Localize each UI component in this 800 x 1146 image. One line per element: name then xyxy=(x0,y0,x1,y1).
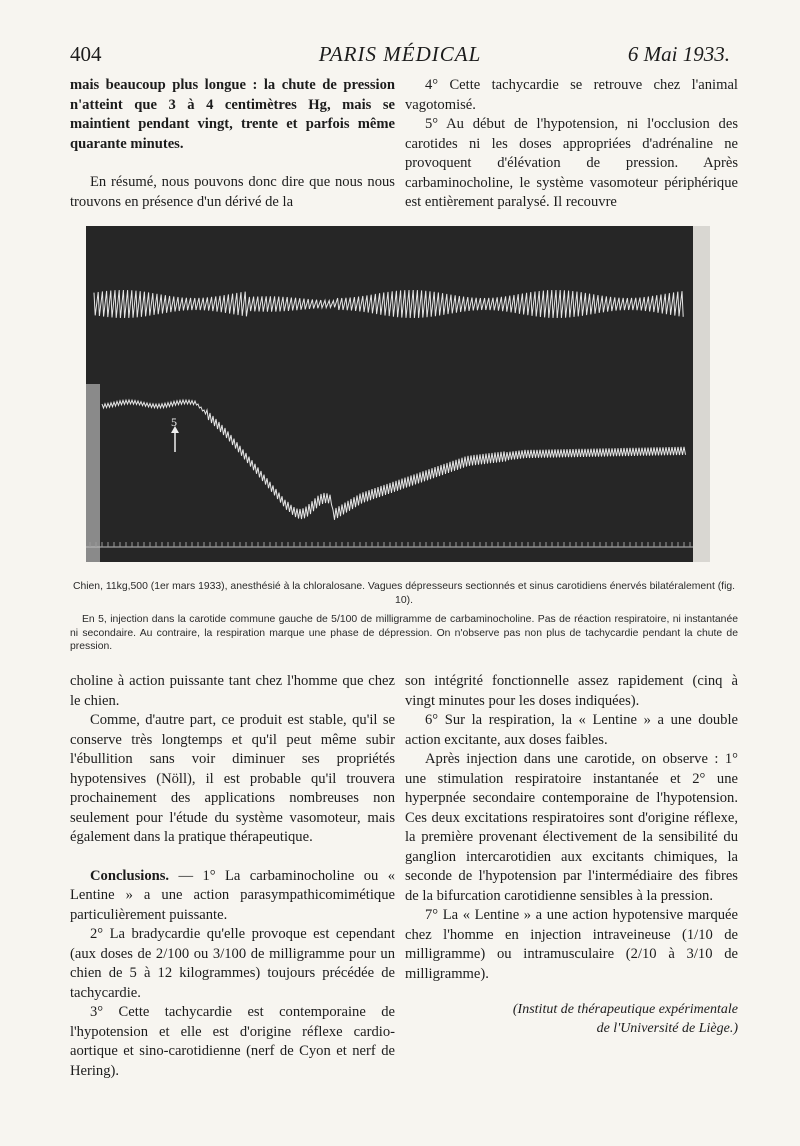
figure-caption-line2: En 5, injection dans la carotide commune gauche de 5/100 de milligramme de carbaminocholine. Pas de réaction respiratoire, ni instantanée ni secondaire. Au contraire, la respiration marque une phase de dépression. On n'observe pas non plus de tachycardie pendant la chute de pression. xyxy=(70,614,738,652)
paragraph: 3° Cette tachycardie est contemporaine de l'hypotension et elle est d'origine réflexe cardio-aortique et sino-carotidienne (nerf de Cyon et nerf de Hering). xyxy=(70,1004,395,1079)
page-number: 404 xyxy=(70,42,102,66)
paragraph: son intégrité fonctionnelle assez rapidement (cinq à vingt minutes pour les doses indiquées). xyxy=(405,673,738,709)
text-column-bottom-right xyxy=(405,672,738,984)
page-header xyxy=(70,42,730,70)
figure-caption-line1: Chien, 11kg,500 (1er mars 1933), anesthésié à la chloralosane. Vagues dépresseurs sectionnés et sinus carotidiens énervés bilatéralement (fig. 10). xyxy=(72,581,736,606)
conclusions-paragraph xyxy=(70,867,395,926)
text-column-top-left xyxy=(70,76,395,212)
calibration-strip xyxy=(86,384,100,562)
conclusions-heading: Conclusions. xyxy=(90,867,170,884)
figure-margin-strip xyxy=(693,226,710,562)
conclusions-text: — 1° La carbaminocholine ou « Lentine » a une action parasympathicomimétique particulièrement puissante. xyxy=(70,867,395,923)
paragraph: En résumé, nous pouvons donc dire que nous nous trouvons en présence d'un dérivé de la xyxy=(70,174,395,210)
paragraph: Après injection dans une carotide, on observe : 1° une stimulation respiratoire instantanée et 2° une hyperpnée secondaire contemporaine de l'hypotension. Ces deux excitations respiratoires sont d'origine réflexe, la première provenant électivement de la sensibilité du ganglion intercarotidien aux excitants chimiques, la seconde de l'hypotension par l'intermédiaire des fibres de la bifurcation carotidienne sensibles à la pression. xyxy=(405,751,738,904)
text-column-bottom-left xyxy=(70,672,395,1081)
paragraph: 6° Sur la respiration, la « Lentine » a une double action excitante, aux doses faibles. xyxy=(405,712,738,748)
paragraph: Comme, d'autre part, ce produit est stable, qu'il se conserve très longtemps et qu'il peut même subir l'ébullition sans voir diminuer ses propriétés hypotensives (Nöll), il est probable qu'il trouvera prochainement des applications nombreuses non seulement pour l'étude du système vasomoteur, mais également dans la pratique thérapeutique. xyxy=(70,712,395,845)
paragraph: choline à action puissante tant chez l'homme que chez le chien. xyxy=(70,673,395,709)
text-column-top-right xyxy=(405,76,738,213)
institution-attribution xyxy=(470,1000,738,1038)
journal-title: PARIS MÉDICAL xyxy=(318,42,482,66)
attribution-line: (Institut de thérapeutique expérimentale xyxy=(512,1002,738,1017)
paragraph: 7° La « Lentine » a une action hypotensive marquée chez l'homme en injection intraveineuse (1/10 de milligramme) ou intramusculaire (2/10 à 3/10 de milligramme). xyxy=(405,907,738,982)
issue-date: 6 Mai 1933. xyxy=(627,42,730,66)
paragraph: 5° Au début de l'hypotension, ni l'occlusion des carotides ni les doses appropriées d'adrénaline ne provoquent d'élévation de pression. Après carbaminocholine, le système vasomoteur périphérique est entièrement paralysé. Il recouvre xyxy=(405,116,738,210)
attribution-line: de l'Université de Liège.) xyxy=(596,1021,738,1036)
paragraph: 4° Cette tachycardie se retrouve chez l'animal vagotomisé. xyxy=(405,77,738,113)
paragraph: 2° La bradycardie qu'elle provoque est cependant (aux doses de 2/100 ou 3/100 de milligramme pour un chien de 5 à 12 kilogrammes) toujours précédée de tachycardie. xyxy=(70,926,395,1001)
trace-panel xyxy=(86,226,693,562)
injection-marker-label: 5 xyxy=(171,415,177,429)
paragraph: mais beaucoup plus longue : la chute de pression n'atteint que 3 à 4 centimètres Hg, mais se maintient pendant vingt, trente et parfois même quarante minutes. xyxy=(70,77,395,152)
kymograph-figure xyxy=(86,226,710,562)
time-marks xyxy=(90,542,690,547)
